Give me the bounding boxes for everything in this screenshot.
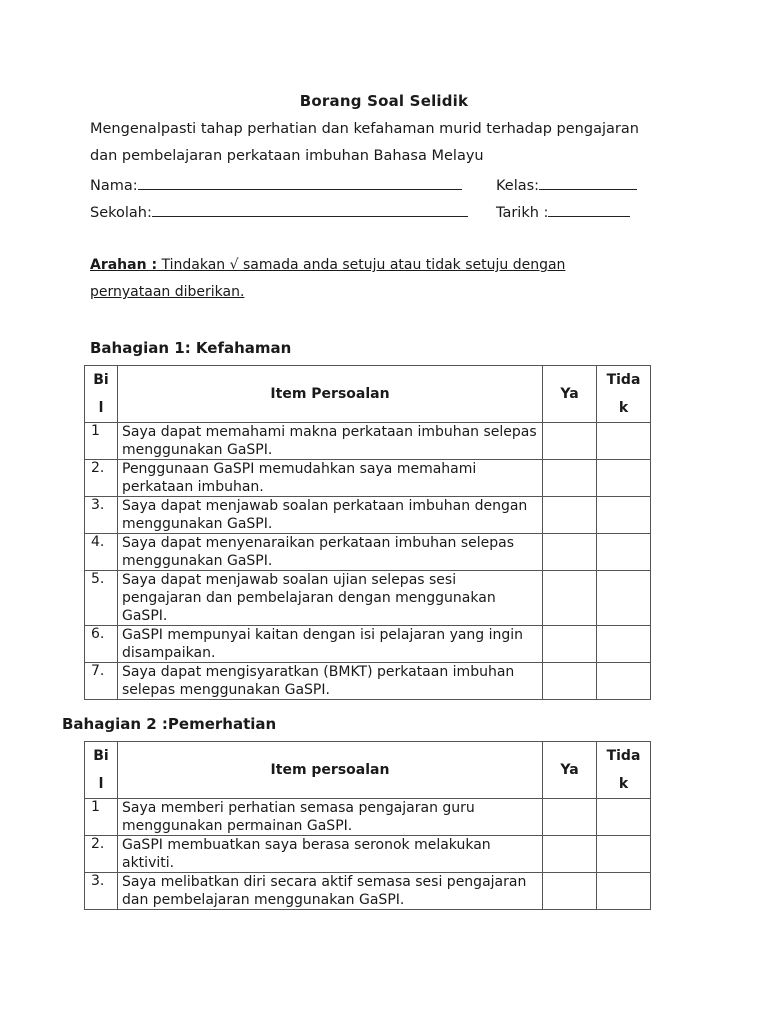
ya-checkbox[interactable] [543, 626, 597, 663]
nama-field [90, 175, 462, 194]
tidak-checkbox[interactable] [597, 873, 651, 910]
row-statement: Saya dapat mengisyaratkan (BMKT) perkataan imbuhan selepas menggunakan GaSPI. [118, 663, 543, 700]
table-header-row [85, 366, 651, 423]
tidak-checkbox[interactable] [597, 836, 651, 873]
section-1-title: Bahagian 1: Kefahaman [90, 339, 292, 357]
tidak-checkbox[interactable] [597, 423, 651, 460]
row-statement: GaSPI membuatkan saya berasa seronok melakukan aktiviti. [118, 836, 543, 873]
table-row [85, 423, 651, 460]
intro-line-2: dan pembelajaran perkataan imbuhan Bahasa Melayu [90, 148, 484, 164]
table-row [85, 663, 651, 700]
tidak-checkbox[interactable] [597, 663, 651, 700]
header-ya: Ya [543, 366, 597, 423]
header-ya: Ya [543, 742, 597, 799]
tidak-checkbox[interactable] [597, 626, 651, 663]
table-row [85, 873, 651, 910]
intro-line-1: Mengenalpasti tahap perhatian dan kefahaman murid terhadap pengajaran [90, 121, 639, 137]
table-row [85, 836, 651, 873]
ya-checkbox[interactable] [543, 836, 597, 873]
ya-checkbox[interactable] [543, 460, 597, 497]
tidak-checkbox[interactable] [597, 571, 651, 626]
tarikh-field [496, 202, 630, 221]
section-2-title: Bahagian 2 :Pemerhatian [62, 715, 277, 733]
row-statement: Saya memberi perhatian semasa pengajaran guru menggunakan permainan GaSPI. [118, 799, 543, 836]
table-header-row [85, 742, 651, 799]
table-row [85, 497, 651, 534]
kelas-label: Kelas: [496, 178, 540, 194]
section-1-table [84, 365, 651, 700]
table-row [85, 534, 651, 571]
header-tidak: Tida k [597, 366, 651, 423]
row-number: 7. [85, 663, 118, 700]
row-number: 3. [85, 873, 118, 910]
ya-checkbox[interactable] [543, 534, 597, 571]
row-statement: Penggunaan GaSPI memudahkan saya memahami perkataan imbuhan. [118, 460, 543, 497]
header-item: Item persoalan [118, 742, 543, 799]
table-row [85, 460, 651, 497]
header-bil: Bi l [85, 742, 118, 799]
ya-checkbox[interactable] [543, 497, 597, 534]
row-statement: Saya dapat menjawab soalan ujian selepas sesi pengajaran dan pembelajaran dengan menggunakan GaSPI. [118, 571, 543, 626]
header-item: Item Persoalan [118, 366, 543, 423]
tidak-checkbox[interactable] [597, 534, 651, 571]
kelas-blank[interactable] [539, 175, 637, 190]
tidak-checkbox[interactable] [597, 497, 651, 534]
row-number: 1 [85, 423, 118, 460]
form-title: Borang Soal Selidik [299, 92, 469, 110]
row-number: 2. [85, 836, 118, 873]
row-number: 5. [85, 571, 118, 626]
row-statement: Saya dapat menyenaraikan perkataan imbuhan selepas menggunakan GaSPI. [118, 534, 543, 571]
tidak-checkbox[interactable] [597, 460, 651, 497]
row-statement: Saya dapat menjawab soalan perkataan imbuhan dengan menggunakan GaSPI. [118, 497, 543, 534]
sekolah-blank[interactable] [152, 202, 468, 217]
row-statement: Saya dapat memahami makna perkataan imbuhan selepas menggunakan GaSPI. [118, 423, 543, 460]
header-bil: Bi l [85, 366, 118, 423]
tidak-checkbox[interactable] [597, 799, 651, 836]
section-2-table [84, 741, 651, 910]
row-statement: GaSPI mempunyai kaitan dengan isi pelajaran yang ingin disampaikan. [118, 626, 543, 663]
tarikh-blank[interactable] [548, 202, 630, 217]
ya-checkbox[interactable] [543, 799, 597, 836]
row-number: 6. [85, 626, 118, 663]
ya-checkbox[interactable] [543, 571, 597, 626]
table-row [85, 626, 651, 663]
ya-checkbox[interactable] [543, 663, 597, 700]
arahan-text-1: Tindakan √ samada anda setuju atau tidak setuju dengan [157, 257, 566, 273]
tarikh-label: Tarikh : [496, 205, 549, 221]
ya-checkbox[interactable] [543, 873, 597, 910]
row-number: 2. [85, 460, 118, 497]
row-number: 1 [85, 799, 118, 836]
arahan-line-1 [90, 257, 565, 273]
nama-blank[interactable] [138, 175, 462, 190]
ya-checkbox[interactable] [543, 423, 597, 460]
nama-label: Nama: [90, 178, 138, 194]
sekolah-label: Sekolah: [90, 205, 152, 221]
row-number: 3. [85, 497, 118, 534]
kelas-field [496, 175, 637, 194]
arahan-label: Arahan : [90, 257, 158, 273]
table-row [85, 571, 651, 626]
header-tidak: Tida k [597, 742, 651, 799]
row-number: 4. [85, 534, 118, 571]
table-row [85, 799, 651, 836]
row-statement: Saya melibatkan diri secara aktif semasa sesi pengajaran dan pembelajaran menggunakan GaSPI. [118, 873, 543, 910]
arahan-line-2: pernyataan diberikan. [90, 284, 245, 300]
sekolah-field [90, 202, 468, 221]
